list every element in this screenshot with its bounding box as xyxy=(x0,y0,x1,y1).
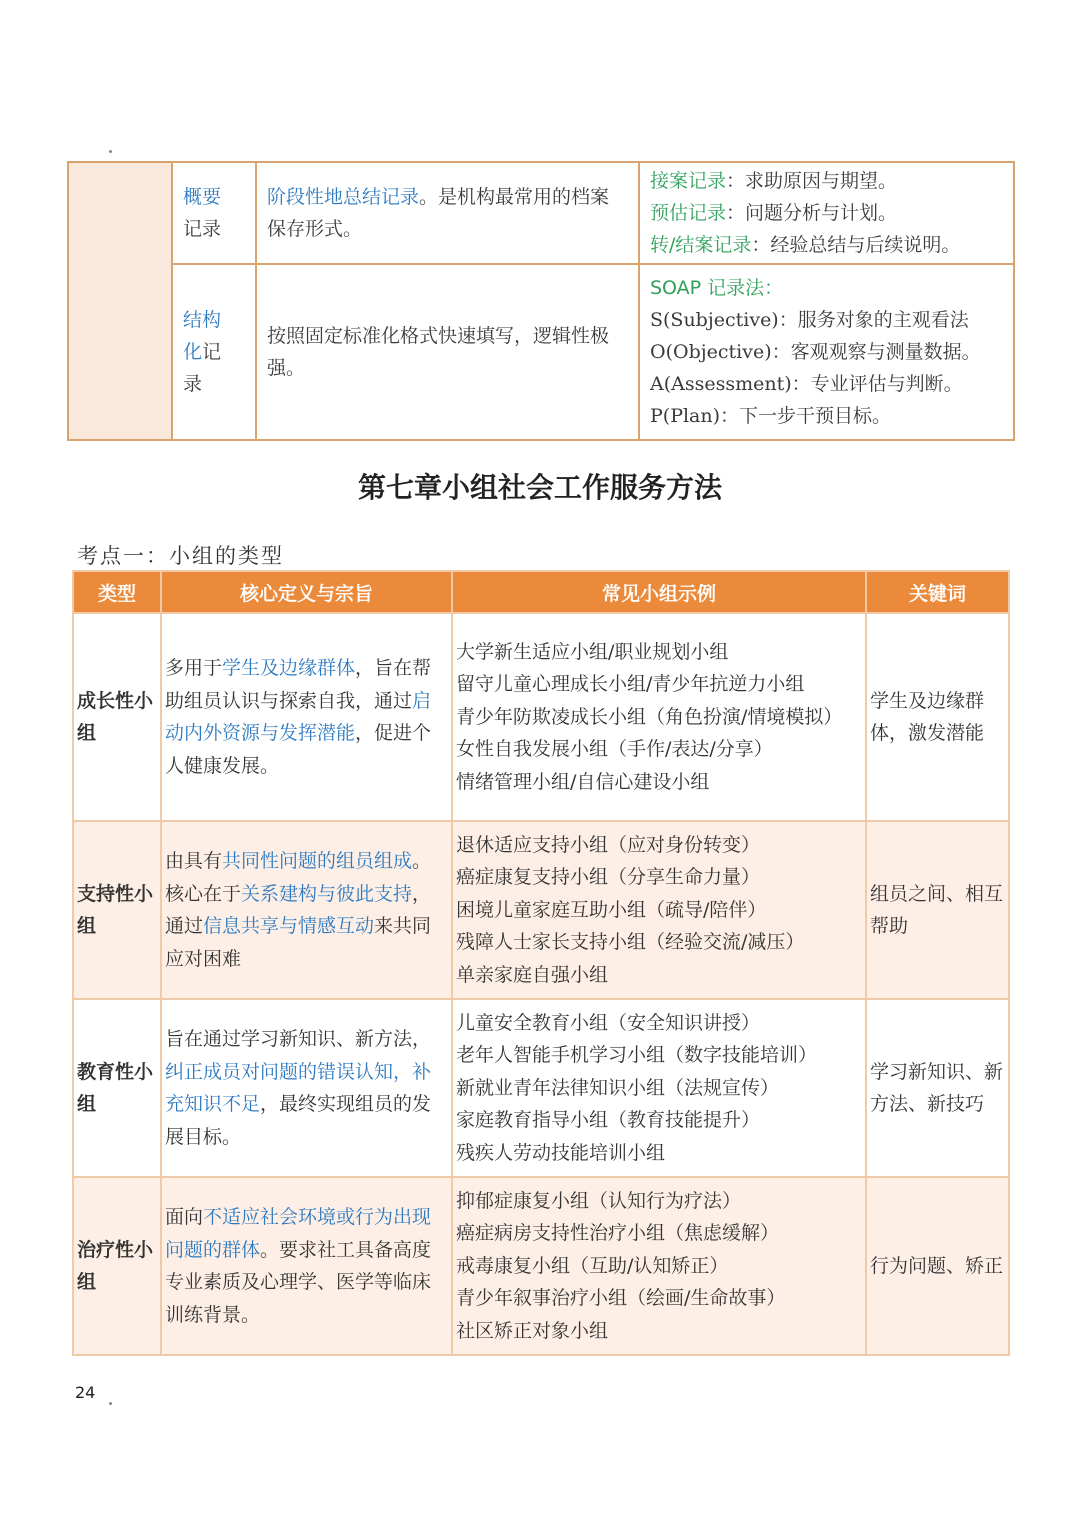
group-keyword-cell: 组员之间、相互帮助 xyxy=(866,821,1009,999)
group-type-cell: 教育性小组 xyxy=(73,999,161,1177)
table-row xyxy=(73,999,1009,1177)
record-name: 概要 xyxy=(183,186,222,208)
group-types-table xyxy=(72,570,1010,1356)
table-row xyxy=(73,1177,1009,1355)
column-header: 类型 xyxy=(73,571,161,613)
record-types-table xyxy=(67,161,1015,441)
group-keyword-cell: 学习新知识、新方法、新技巧 xyxy=(866,999,1009,1177)
soap-item: O(Objective)：客观观察与测量数据。 xyxy=(650,341,981,363)
soap-item: A(Assessment)：专业评估与判断。 xyxy=(650,373,963,395)
definition-highlight: 关系建构与彼此支持 xyxy=(241,882,413,905)
record-name: 记录 xyxy=(183,218,222,240)
scan-dot xyxy=(109,1402,112,1405)
example-item: 新就业青年法律知识小组（法规宣传） xyxy=(456,1076,780,1099)
definition-highlight: 信息共享与情感互动 xyxy=(203,915,375,937)
example-item: 戒毒康复小组（互助/认知矫正） xyxy=(456,1254,729,1277)
side-blank-cell xyxy=(68,162,172,440)
definition-text: 旨在通过学习新知识、新方法， xyxy=(165,1028,432,1050)
list-item xyxy=(650,229,1003,261)
column-header: 关键词 xyxy=(866,571,1009,613)
example-item: 留守儿童心理成长小组/青少年抗逆力小组 xyxy=(456,673,805,696)
example-item: 单亲家庭自强小组 xyxy=(456,963,609,986)
example-item: 青少年防欺凌成长小组（角色扮演/情境模拟） xyxy=(456,705,843,728)
definition-text: ，旨在帮助组员认识与探索自我，通过 xyxy=(165,657,432,712)
column-header: 常见小组示例 xyxy=(452,571,866,613)
definition-highlight: 纠正成员对问题的错误认知，补充知识不足 xyxy=(165,1060,432,1115)
type-text: ：问题分析与计划。 xyxy=(726,202,898,224)
definition-text: 由具有 xyxy=(165,850,223,872)
group-examples-cell xyxy=(452,1177,866,1355)
example-item: 儿童安全教育小组（安全知识讲授） xyxy=(456,1011,761,1034)
record-name: 结构 xyxy=(183,309,222,331)
example-item: 老年人智能手机学习小组（数字技能培训） xyxy=(456,1044,818,1067)
example-item: 癌症病房支持性治疗小组（焦虑缓解） xyxy=(456,1222,780,1245)
record-desc: 。是机构最常用的档案保存形式。 xyxy=(267,186,610,240)
definition-highlight: 共同性问题的组员组成 xyxy=(222,850,413,872)
definition-text: ，通过 xyxy=(165,882,432,937)
group-type-cell: 治疗性小组 xyxy=(73,1177,161,1355)
example-item: 情绪管理小组/自信心建设小组 xyxy=(456,770,710,793)
record-name-cell xyxy=(172,162,256,264)
definition-text: ，最终实现组员的发展目标。 xyxy=(165,1093,432,1148)
table-row xyxy=(68,264,1014,440)
record-desc: 按照固定标准化格式快速填写，逻辑性极强。 xyxy=(267,325,610,379)
record-name: 录 xyxy=(183,373,203,395)
soap-item: P(Plan)：下一步干预目标。 xyxy=(650,405,892,427)
example-item: 社区矫正对象小组 xyxy=(456,1319,609,1342)
section-title: 考点一：小组的类型 xyxy=(77,544,284,568)
example-item: 家庭教育指导小组（教育技能提升） xyxy=(456,1109,761,1132)
type-text: ：求助原因与期望。 xyxy=(726,170,898,192)
example-item: 女性自我发展小组（手作/表达/分享） xyxy=(456,738,773,761)
group-examples-cell xyxy=(452,613,866,821)
soap-cell xyxy=(639,264,1014,440)
definition-highlight: 学生及边缘群体 xyxy=(222,657,356,679)
example-item: 青少年叙事治疗小组（绘画/生命故事） xyxy=(456,1287,786,1310)
record-desc-cell xyxy=(256,162,639,264)
table-row xyxy=(68,162,1014,264)
type-label: 转/结案记录 xyxy=(650,234,752,256)
group-definition-cell xyxy=(161,821,452,999)
group-keyword-cell: 行为问题、矫正 xyxy=(866,1177,1009,1355)
group-type-cell: 成长性小组 xyxy=(73,613,161,821)
page-number: 24 xyxy=(75,1383,96,1402)
record-types-cell xyxy=(639,162,1014,264)
example-item: 退休适应支持小组（应对身份转变） xyxy=(456,833,761,856)
definition-text: 来共同应对困难 xyxy=(165,915,432,970)
record-desc-cell xyxy=(256,264,639,440)
definition-highlight: 不适应社会环境或行为出现问题的群体 xyxy=(165,1206,432,1261)
type-label: 预估记录 xyxy=(650,202,727,224)
group-definition-cell xyxy=(161,999,452,1177)
record-desc-highlight: 阶段性地总结记录 xyxy=(267,186,420,208)
group-definition-cell xyxy=(161,613,452,821)
list-item xyxy=(650,165,1003,197)
example-item: 残障人士家长支持小组（经验交流/减压） xyxy=(456,931,805,954)
type-text: ：经验总结与后续说明。 xyxy=(751,234,961,256)
soap-title: SOAP 记录法： xyxy=(650,277,784,299)
definition-highlight: 启动内外资源与发挥潜能 xyxy=(165,689,432,744)
example-item: 大学新生适应小组/职业规划小组 xyxy=(456,640,729,663)
group-examples-cell xyxy=(452,999,866,1177)
record-name: 记 xyxy=(202,341,222,363)
chapter-title: 第七章小组社会工作服务方法 xyxy=(357,471,722,504)
example-item: 癌症康复支持小组（分享生命力量） xyxy=(456,866,761,889)
group-examples-cell xyxy=(452,821,866,999)
example-item: 抑郁症康复小组（认知行为疗法） xyxy=(456,1189,742,1212)
group-type-cell: 支持性小组 xyxy=(73,821,161,999)
table-row xyxy=(73,613,1009,821)
group-keyword-cell: 学生及边缘群体，激发潜能 xyxy=(866,613,1009,821)
column-header: 核心定义与宗旨 xyxy=(161,571,452,613)
list-item xyxy=(650,197,1003,229)
group-definition-cell xyxy=(161,1177,452,1355)
definition-text: 。核心在于 xyxy=(165,850,432,905)
definition-text: 面向 xyxy=(165,1206,204,1228)
type-label: 接案记录 xyxy=(650,170,727,192)
definition-text: ，促进个人健康发展。 xyxy=(165,722,432,777)
table-row xyxy=(73,821,1009,999)
table-header-row xyxy=(73,571,1009,613)
scan-dot xyxy=(109,150,112,153)
soap-item: S(Subjective)：服务对象的主观看法 xyxy=(650,309,969,331)
example-item: 困境儿童家庭互助小组（疏导/陪伴） xyxy=(456,898,767,921)
record-name: 化 xyxy=(183,341,203,363)
definition-text: 。要求社工具备高度专业素质及心理学、医学等临床训练背景。 xyxy=(165,1238,432,1326)
example-item: 残疾人劳动技能培训小组 xyxy=(456,1141,666,1164)
definition-text: 多用于 xyxy=(165,657,223,679)
record-name-cell xyxy=(172,264,256,440)
